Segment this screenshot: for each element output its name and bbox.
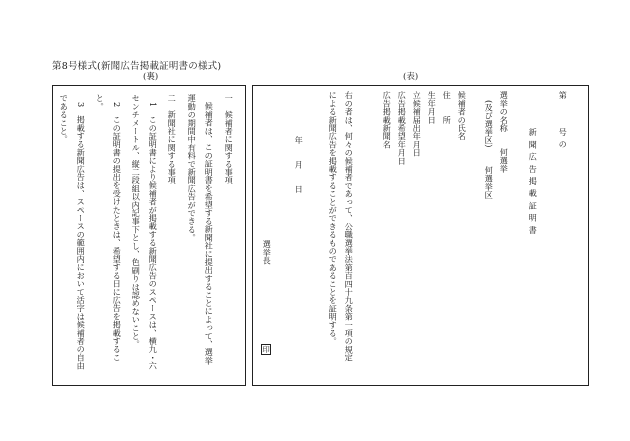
birthdate-label: 生年月日 <box>427 91 438 124</box>
section-1-body-line-1: 候補者は、この証明書を希望する新聞社に提出することによって、選挙 <box>204 102 215 365</box>
section-1-body-line-2: 運動の期間中有料で新聞広告ができる。 <box>187 94 198 242</box>
filing-date-label: 立候補届出年月日 <box>412 91 423 157</box>
section-2-heading: 二 新聞社に関する事項 <box>167 94 178 185</box>
district-value: 何選挙区 <box>484 166 495 199</box>
section-2-item-1-line-2: センチメートル、縦二段組以内記事下とし、色刷りは認めないこと。 <box>131 94 142 349</box>
certificate-number: 第 号の <box>558 91 569 152</box>
election-name-value: 何選挙 <box>499 148 510 173</box>
section-2-item-1-line-1: 1 この証明書により候補者が掲載する新聞広告のスペースは、横九・六 <box>148 102 159 370</box>
date-line: 年 月 日 <box>294 136 305 197</box>
section-1-heading: 一 候補者に関する事項 <box>224 94 235 185</box>
address-label: 住 所 <box>442 91 453 124</box>
back-side-panel <box>52 85 246 386</box>
election-name-label: 選挙の名称 <box>499 91 510 132</box>
newspaper-label: 広告掲載新聞名 <box>382 91 393 149</box>
certification-body-line-2: による新聞広告を掲載することができるものであることを証明する。 <box>328 91 339 346</box>
section-2-item-3-line-2: であること。 <box>59 94 70 144</box>
district-label: (及び選挙区) <box>484 100 495 148</box>
front-side-label: (表) <box>403 72 419 82</box>
candidate-name-label: 候補者の氏名 <box>457 91 468 141</box>
back-side-label: (裏) <box>143 72 159 82</box>
section-2-item-3-line-1: 3 掲載する新聞広告は、スペースの範囲内において活字は候補者の自由 <box>76 102 87 370</box>
form-title: 第8号様式(新聞広告掲載証明書の様式) <box>52 61 222 72</box>
ad-date-label: 広告掲載希望年月日 <box>397 91 408 165</box>
certificate-title: 新聞広告掲載証明書 <box>528 128 539 238</box>
section-2-item-2-line-1: 2 この証明書の提出を受けたときは、希望する日に広告を掲載するこ <box>112 102 123 362</box>
seal-mark: 印 <box>262 345 270 354</box>
certification-body-line-1: 右の者は、何々の候補者であって、公職選挙法第百四十九条第一項の規定 <box>344 91 355 362</box>
section-2-item-2-line-2: と。 <box>95 94 106 111</box>
official-title: 選挙長 <box>262 240 273 265</box>
front-side-panel <box>252 85 589 386</box>
